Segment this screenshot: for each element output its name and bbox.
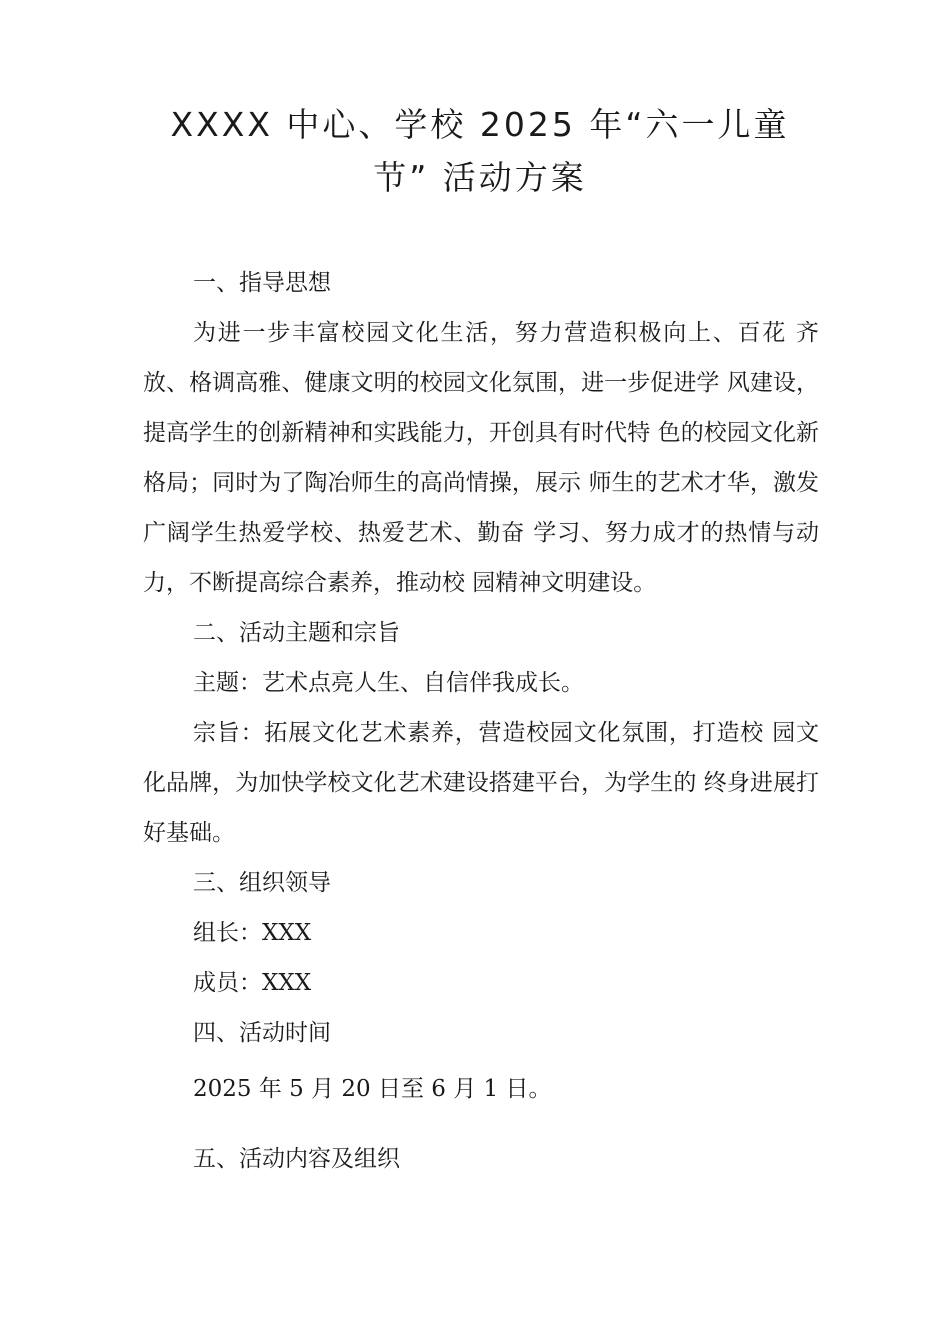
document-title xyxy=(130,98,830,204)
section-heading-content: 五、活动内容及组织 xyxy=(193,1146,400,1172)
document-body xyxy=(143,258,819,1184)
paragraph-time: 2025 年 5 月 20 日至 6 月 1 日。 xyxy=(193,1076,552,1102)
section-heading-time: 四、活动时间 xyxy=(193,1020,331,1046)
title-line-1: XXXX 中心、学校 2025 年“六一儿童 xyxy=(170,105,790,144)
title-line-2: 节” 活动方案 xyxy=(373,158,587,197)
paragraph-members: 成员：XXX xyxy=(193,970,312,996)
section-heading-organization: 三、组织领导 xyxy=(193,870,331,896)
paragraph-leader: 组长：XXX xyxy=(193,920,312,946)
paragraph-theme: 主题：艺术点亮人生、自信伴我成长。 xyxy=(193,670,584,696)
paragraph-guiding-thought: 为进一步丰富校园文化生活，努力营造积极向上、百花 齐放、格调高雅、健康文明的校园文化氛围，进一步促进学 风建设，提高学生的创新精神和实践能力，开创具有时代特 色的校园文化新格局；同时为了陶冶师生的高尚情操，展示 师生的艺术才华，激发广阔学生热爱学校、热爱艺术、勤奋 学习、努力成才的热情与动力，不断提高综合素养，推动校 园精神文明建设。 xyxy=(143,320,819,596)
section-heading-theme-purpose: 二、活动主题和宗旨 xyxy=(193,620,400,646)
section-heading-guiding-thought: 一、指导思想 xyxy=(193,270,331,296)
paragraph-purpose: 宗旨：拓展文化艺术素养，营造校园文化氛围，打造校 园文化品牌，为加快学校文化艺术建设搭建平台，为学生的 终身进展打好基础。 xyxy=(143,720,819,846)
